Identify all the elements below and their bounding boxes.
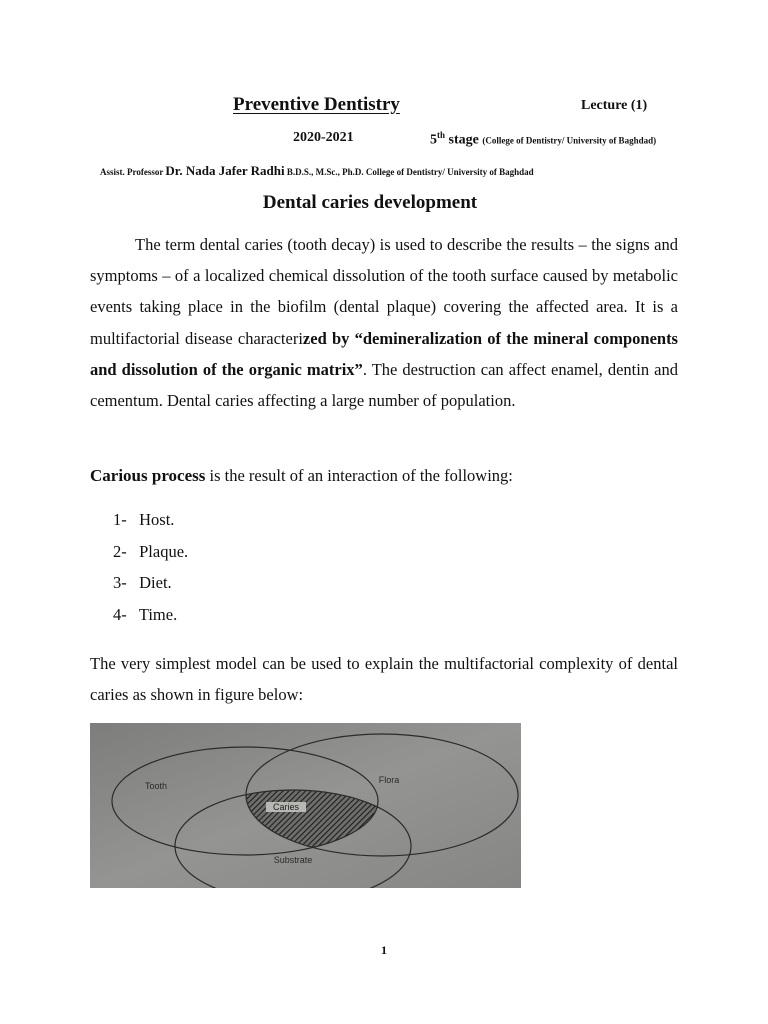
author-suffix: B.D.S., M.Sc., Ph.D. College of Dentistry/ University of Baghdad xyxy=(286,167,534,177)
list-number: 3- xyxy=(113,573,127,592)
document-title: Preventive Dentistry xyxy=(233,94,400,115)
list-item xyxy=(113,572,188,604)
venn-diagram xyxy=(90,723,521,888)
list-label: Plaque. xyxy=(139,541,189,561)
model-paragraph: The very simplest model can be used to explain the multifactorial complexity of dental caries as shown in figure below: xyxy=(90,654,678,705)
list-number: 4- xyxy=(113,604,127,624)
lecture-number: Lecture (1) xyxy=(581,98,648,113)
stage-info xyxy=(430,130,656,149)
stage-note: (College of Dentistry/ University of Baghdad) xyxy=(482,135,657,146)
intro-text-2: . The destruction can affect enamel, dentin and cementum. Dental caries affecting a large number of population. xyxy=(90,359,678,411)
list-label: Diet. xyxy=(139,573,172,592)
carious-process-line xyxy=(90,466,513,486)
carious-process-text: is the result of an interaction of the following: xyxy=(205,466,513,485)
section-heading: Dental caries development xyxy=(262,192,478,213)
intro-paragraph xyxy=(90,229,678,416)
tooth-label: Tooth xyxy=(144,781,168,791)
stage-superscript: th xyxy=(437,130,446,140)
substrate-label: Substrate xyxy=(273,855,313,865)
author-prefix: Assist. Professor xyxy=(100,167,164,177)
stage-word: stage xyxy=(448,132,479,148)
factor-list xyxy=(113,509,188,635)
list-number: 2- xyxy=(113,541,127,561)
page-number: 1 xyxy=(381,943,387,957)
intro-text-1: The term dental caries (tooth decay) is used to describe the results – the signs and symptoms – of a localized chemical dissolution of the tooth surface caused by metabolic events taking place in the biofilm (dental plaque) covering the affected area. It is a multifactorial disease characteri xyxy=(90,235,678,348)
author-name: Dr. Nada Jafer Radhi xyxy=(165,163,285,178)
list-label: Time. xyxy=(138,604,178,624)
venn-diagram-photo xyxy=(90,723,521,888)
list-number: 1- xyxy=(113,510,127,529)
carious-process-term: Carious process xyxy=(90,466,206,485)
caries-label: Caries xyxy=(272,802,300,812)
stage-number: 5 xyxy=(430,132,437,148)
list-item xyxy=(113,541,188,573)
list-item xyxy=(113,604,188,636)
author-line xyxy=(100,163,534,179)
list-item xyxy=(113,509,188,541)
list-label: Host. xyxy=(139,510,175,529)
flora-label: Flora xyxy=(378,775,400,785)
intro-text-bold: zed by “demineralization of the mineral components and dissolution of the organic matrix” xyxy=(90,328,678,379)
academic-year: 2020-2021 xyxy=(293,130,354,145)
